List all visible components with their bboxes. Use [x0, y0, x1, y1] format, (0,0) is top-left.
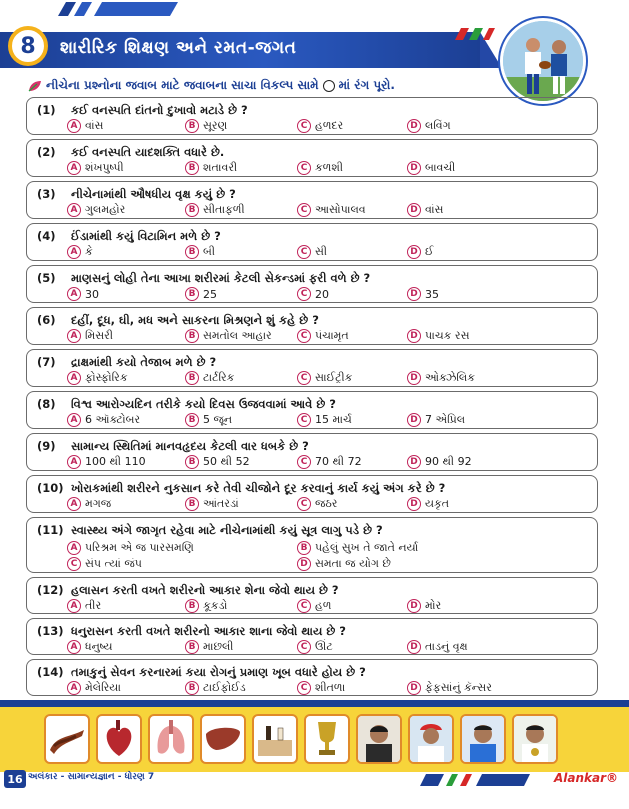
tile-cricketer-image [460, 714, 506, 764]
question-card [26, 517, 598, 573]
option-label: સમતા જ યોગ છે [315, 557, 391, 570]
tile-athlete-image [408, 714, 454, 764]
option-circle-icon[interactable]: A [67, 119, 81, 133]
answer-option-c[interactable] [297, 119, 343, 133]
question-label: કઈ વનસ્પતિ યાદશક્તિ વધારે છે. [71, 145, 225, 159]
option-circle-icon[interactable]: C [297, 161, 311, 175]
answer-option-c[interactable] [297, 681, 345, 695]
option-label: સી [315, 245, 328, 258]
question-label: સ્વાસ્થ્ય અંગે જાગૃત રહેવા માટે નીચેનામાંથી કયું સૂત્ર લાગુ પડે છે ? [71, 523, 383, 537]
option-circle-icon[interactable]: A [67, 287, 81, 301]
option-circle-icon[interactable]: B [185, 287, 199, 301]
question-number: (6) [37, 313, 56, 327]
option-circle-icon[interactable]: D [407, 119, 421, 133]
option-circle-icon[interactable]: B [185, 329, 199, 343]
option-circle-icon[interactable]: C [297, 640, 311, 654]
chapter-number-badge: 8 [8, 26, 48, 66]
question-label: નીચેનામાંથી ઔષધીય વૃક્ષ કયું છે ? [71, 187, 236, 201]
option-label: ઈ [425, 245, 434, 258]
question-number: (14) [37, 665, 64, 679]
option-label: કળશી [315, 161, 343, 174]
footer-stripes [420, 774, 530, 786]
question-label: ધનુરાસન કરતી વખતે શરીરનો આકાર શાના જેવો થાય છે ? [71, 624, 346, 638]
option-circle-icon[interactable]: C [297, 681, 311, 695]
option-label: 7 એપ્રિલ [425, 413, 466, 426]
answer-option-d[interactable] [407, 497, 449, 511]
option-circle-icon[interactable]: D [407, 203, 421, 217]
option-label: ધનુષ્ય [85, 640, 113, 653]
option-label: 35 [425, 287, 439, 301]
answer-circle-icon [323, 80, 335, 92]
question-label: ખોરાકમાંથી શરીરને નુકસાન કરે તેવી ચીજોને દૂર કરવાનું કાર્ય કયું અંગ કરે છે ? [71, 481, 446, 495]
question-number: (3) [37, 187, 56, 201]
answer-option-d[interactable] [407, 413, 465, 427]
question-text [37, 313, 319, 328]
option-label: 20 [315, 287, 329, 301]
option-label: તાડનું વૃક્ષ [425, 640, 468, 653]
tile-lungs-image [148, 714, 194, 764]
option-label: કૂકડો [203, 599, 228, 612]
option-label: મોર [425, 599, 442, 612]
question-card [26, 181, 598, 219]
option-label: હળ [315, 599, 332, 612]
option-circle-icon[interactable]: A [67, 413, 81, 427]
option-label: સીતાફળી [203, 203, 245, 216]
question-number: (10) [37, 481, 64, 495]
question-label: સામાન્ય સ્થિતિમાં માનવહૃદય કેટલી વાર ધબકે છે ? [71, 439, 309, 453]
option-circle-icon[interactable]: C [297, 371, 311, 385]
option-label: ગુલમહોર [85, 203, 126, 216]
answer-option-b[interactable] [185, 413, 232, 427]
answer-option-b[interactable] [185, 371, 234, 385]
question-text [37, 624, 346, 639]
question-text [37, 665, 366, 680]
option-circle-icon[interactable]: C [67, 557, 81, 571]
question-card [26, 139, 598, 177]
answer-option-d[interactable] [297, 557, 391, 571]
tile-chess-image [252, 714, 298, 764]
option-label: 30 [85, 287, 99, 301]
question-label: માણસનું લોહી તેના આખા શરીરમાં કેટલી સેકન્ડમાં ફરી વળે છે ? [71, 271, 371, 285]
option-label: મગજ [85, 497, 112, 510]
question-text [37, 103, 248, 118]
option-circle-icon[interactable]: D [407, 640, 421, 654]
question-card [26, 618, 598, 655]
option-label: મિસરી [85, 329, 113, 342]
answer-option-c[interactable] [297, 640, 333, 654]
question-card [26, 577, 598, 614]
question-card [26, 475, 598, 513]
answer-option-c[interactable] [297, 455, 362, 469]
answer-option-a[interactable] [67, 371, 128, 385]
question-card [26, 307, 598, 345]
question-card [26, 659, 598, 696]
option-circle-icon[interactable]: C [297, 497, 311, 511]
option-circle-icon[interactable]: D [407, 329, 421, 343]
tile-liver-image [200, 714, 246, 764]
option-label: માછલી [203, 640, 234, 653]
option-circle-icon[interactable]: D [407, 413, 421, 427]
option-circle-icon[interactable]: D [407, 497, 421, 511]
question-text [37, 145, 224, 160]
answer-option-b[interactable] [185, 455, 250, 469]
option-label: પંચામૃત [315, 329, 349, 342]
option-circle-icon[interactable]: B [185, 497, 199, 511]
option-label: તીર [85, 599, 102, 612]
option-circle-icon[interactable]: A [67, 640, 81, 654]
answer-option-c[interactable] [297, 203, 366, 217]
question-text [37, 397, 336, 412]
option-circle-icon[interactable]: D [407, 681, 421, 695]
answer-option-b[interactable] [185, 329, 272, 343]
option-label: 90 થી 92 [425, 455, 472, 468]
option-label: શીતળા [315, 681, 346, 694]
answer-option-b[interactable] [297, 541, 418, 555]
option-label: ઓક્ઝેલિક [425, 371, 475, 384]
option-circle-icon[interactable]: C [297, 245, 311, 259]
answer-option-a[interactable] [67, 599, 101, 613]
answer-option-a[interactable] [67, 161, 124, 175]
option-label: સમતોલ આહાર [203, 329, 272, 342]
answer-option-b[interactable] [185, 681, 246, 695]
option-circle-icon[interactable]: A [67, 455, 81, 469]
option-circle-icon[interactable]: D [297, 557, 311, 571]
option-label: ટાઈફોઈડ [203, 681, 246, 694]
question-number: (13) [37, 624, 64, 638]
question-number: (2) [37, 145, 56, 159]
option-circle-icon[interactable]: B [185, 161, 199, 175]
option-label: વાંસ [425, 203, 444, 216]
option-circle-icon[interactable]: A [67, 161, 81, 175]
option-label: જઠર [315, 497, 338, 510]
answer-option-d[interactable] [407, 640, 468, 654]
answer-option-a[interactable] [67, 203, 125, 217]
question-number: (12) [37, 583, 64, 597]
option-label: સૂરણ [203, 119, 228, 132]
option-circle-icon[interactable]: A [67, 681, 81, 695]
answer-option-a[interactable] [67, 455, 146, 469]
option-circle-icon[interactable]: B [185, 640, 199, 654]
option-circle-icon[interactable]: B [185, 371, 199, 385]
header-stripes [58, 2, 178, 16]
option-circle-icon[interactable]: D [407, 455, 421, 469]
option-label: હળદર [315, 119, 344, 132]
answer-option-a[interactable] [67, 413, 140, 427]
question-card [26, 349, 598, 387]
answer-option-d[interactable] [407, 599, 441, 613]
option-label: ઊંટ [315, 640, 333, 653]
option-circle-icon[interactable]: C [297, 203, 311, 217]
answer-option-a[interactable] [67, 681, 121, 695]
question-number: (11) [37, 523, 64, 537]
option-circle-icon[interactable]: D [407, 371, 421, 385]
option-circle-icon[interactable]: C [297, 119, 311, 133]
option-circle-icon[interactable]: B [185, 119, 199, 133]
option-circle-icon[interactable]: B [185, 599, 199, 613]
instruction-text-after: માં રંગ પૂરો. [338, 78, 395, 92]
option-circle-icon[interactable]: B [297, 541, 311, 555]
title-stripes [455, 28, 495, 40]
answer-option-d[interactable] [407, 161, 455, 175]
answer-option-c[interactable] [297, 497, 338, 511]
answer-option-a[interactable] [67, 287, 99, 301]
question-number: (7) [37, 355, 56, 369]
option-circle-icon[interactable]: A [67, 203, 81, 217]
option-label: 6 ઑક્ટોબર [85, 413, 141, 426]
publisher-mark: ® [606, 771, 619, 785]
question-label: વિશ્વ આરોગ્યદિન તરીકે કયો દિવસ ઉજવવામાં આવે છે ? [71, 397, 336, 411]
answer-option-a[interactable] [67, 497, 111, 511]
answer-option-d[interactable] [407, 287, 439, 301]
question-text [37, 355, 216, 370]
rugby-players-image [503, 21, 586, 104]
option-circle-icon[interactable]: D [407, 287, 421, 301]
answer-option-b[interactable] [185, 161, 237, 175]
question-card [26, 433, 598, 471]
option-circle-icon[interactable]: B [185, 245, 199, 259]
answer-option-b[interactable] [185, 287, 217, 301]
answer-option-d[interactable] [407, 371, 475, 385]
question-label: દહીં, દૂધ, ઘી, મધ અને સાકરના મિશ્રણને શું કહે છે ? [71, 313, 319, 327]
answer-option-c[interactable] [297, 245, 327, 259]
question-text [37, 271, 370, 286]
book-title: અલંકાર - સામાન્યજ્ઞાન - ધોરણ 7 [28, 772, 155, 782]
option-label: મેલેરિયા [85, 681, 121, 694]
answer-option-b[interactable] [185, 245, 215, 259]
publisher-logo [554, 771, 618, 785]
answer-option-b[interactable] [185, 640, 233, 654]
answer-option-a[interactable] [67, 640, 113, 654]
question-text [37, 229, 221, 244]
chapter-title: શારીરિક શિક્ષણ અને રમત-જગત [60, 38, 297, 58]
option-circle-icon[interactable]: A [67, 245, 81, 259]
option-circle-icon[interactable]: A [67, 599, 81, 613]
answer-option-d[interactable] [407, 329, 470, 343]
tile-chess-player-image [356, 714, 402, 764]
option-circle-icon[interactable]: B [185, 681, 199, 695]
instruction-text-before: નીચેના પ્રશ્નોના જવાબ માટે જવાબના સાચા વિકલ્પ સામે [46, 78, 319, 92]
option-label: ટાર્ટરિક [203, 371, 235, 384]
question-label: દ્રાક્ષમાંથી કયો તેજાબ મળે છે ? [71, 355, 217, 369]
option-circle-icon[interactable]: C [297, 455, 311, 469]
answer-option-a[interactable] [67, 245, 93, 259]
option-circle-icon[interactable]: A [67, 497, 81, 511]
option-circle-icon[interactable]: D [407, 161, 421, 175]
tile-herbs-image [44, 714, 90, 764]
answer-option-c[interactable] [297, 371, 352, 385]
option-label: બી [203, 245, 215, 258]
answer-option-a[interactable] [67, 541, 194, 555]
option-label: 50 થી 52 [203, 455, 250, 468]
answer-option-b[interactable] [185, 203, 245, 217]
option-label: 100 થી 110 [85, 455, 146, 468]
answer-option-a[interactable] [67, 119, 103, 133]
question-text [37, 439, 309, 454]
option-label: ફેફસાંનું કૅન્સર [425, 681, 492, 694]
page-number: 16 [4, 770, 26, 788]
question-number: (4) [37, 229, 56, 243]
question-card [26, 223, 598, 261]
answer-option-c[interactable] [297, 287, 329, 301]
question-card [26, 391, 598, 429]
option-label: શતાવરી [203, 161, 238, 174]
option-circle-icon[interactable]: A [67, 371, 81, 385]
answer-option-c[interactable] [297, 161, 343, 175]
question-text [37, 187, 236, 202]
option-circle-icon[interactable]: C [297, 413, 311, 427]
answer-option-d[interactable] [407, 203, 443, 217]
question-label: તમાકુનું સેવન કરનારમાં કયા રોગનું પ્રમાણ ખૂબ વધારે હોય છે ? [71, 665, 366, 679]
option-label: કે [85, 245, 93, 258]
option-label: 15 માર્ચ [315, 413, 352, 426]
answer-option-b[interactable] [185, 119, 227, 133]
question-label: ઈંડામાંથી કયું વિટામિન મળે છે ? [71, 229, 221, 243]
option-label: બાવચી [425, 161, 456, 174]
question-number: (5) [37, 271, 56, 285]
answer-option-c[interactable] [67, 557, 142, 571]
option-circle-icon[interactable]: B [185, 203, 199, 217]
instruction-line [28, 78, 395, 93]
option-circle-icon[interactable]: A [67, 329, 81, 343]
question-number: (1) [37, 103, 56, 117]
question-label: કઈ વનસ્પતિ દાંતનો દુખાવો મટાડે છે ? [71, 103, 248, 117]
option-label: ફોસ્ફોરિક [85, 371, 128, 384]
option-label: લવિંગ [425, 119, 451, 132]
option-label: પહેલું સુખ તે જાતે નર્યા [315, 541, 419, 554]
option-label: સાઈટ્રીક [315, 371, 353, 384]
option-label: યકૃત [425, 497, 450, 510]
option-label: શંખપુષ્પી [85, 161, 124, 174]
option-label: 70 થી 72 [315, 455, 362, 468]
question-text [37, 583, 339, 598]
question-text [37, 481, 445, 496]
question-text [37, 523, 383, 538]
option-circle-icon[interactable]: C [297, 329, 311, 343]
question-label: હલાસન કરતી વખતે શરીરનો આકાર શેના જેવો થાય છે ? [71, 583, 339, 597]
tile-medalist-image [512, 714, 558, 764]
option-circle-icon[interactable]: C [297, 599, 311, 613]
answer-option-d[interactable] [407, 119, 451, 133]
option-circle-icon[interactable]: A [67, 541, 81, 555]
answer-option-d[interactable] [407, 681, 492, 695]
answer-option-b[interactable] [185, 599, 227, 613]
option-circle-icon[interactable]: B [185, 413, 199, 427]
option-circle-icon[interactable]: B [185, 455, 199, 469]
leaf-icon [28, 80, 42, 92]
option-label: 5 જૂન [203, 413, 233, 426]
option-label: પરિશ્રમ એ જ પારસમણિ [85, 541, 194, 554]
answer-option-d[interactable] [407, 455, 472, 469]
option-label: પાચક રસ [425, 329, 470, 342]
option-circle-icon[interactable]: D [407, 599, 421, 613]
publisher-name: Alankar [554, 771, 607, 785]
tile-heart-image [96, 714, 142, 764]
option-label: આસોપાલવ [315, 203, 366, 216]
option-label: વાંસ [85, 119, 104, 132]
tile-trophy-image [304, 714, 350, 764]
question-card [26, 97, 598, 135]
option-label: સંપ ત્યાં જંપ [85, 557, 142, 570]
answer-option-a[interactable] [67, 329, 113, 343]
option-circle-icon[interactable]: C [297, 287, 311, 301]
option-label: 25 [203, 287, 217, 301]
answer-option-b[interactable] [185, 497, 239, 511]
answer-option-d[interactable] [407, 245, 434, 259]
option-label: આંતરડાં [203, 497, 239, 510]
question-number: (9) [37, 439, 56, 453]
answer-option-c[interactable] [297, 413, 352, 427]
answer-option-c[interactable] [297, 599, 331, 613]
sports-photo [500, 18, 586, 104]
answer-option-c[interactable] [297, 329, 349, 343]
question-number: (8) [37, 397, 56, 411]
option-circle-icon[interactable]: D [407, 245, 421, 259]
question-card [26, 265, 598, 303]
